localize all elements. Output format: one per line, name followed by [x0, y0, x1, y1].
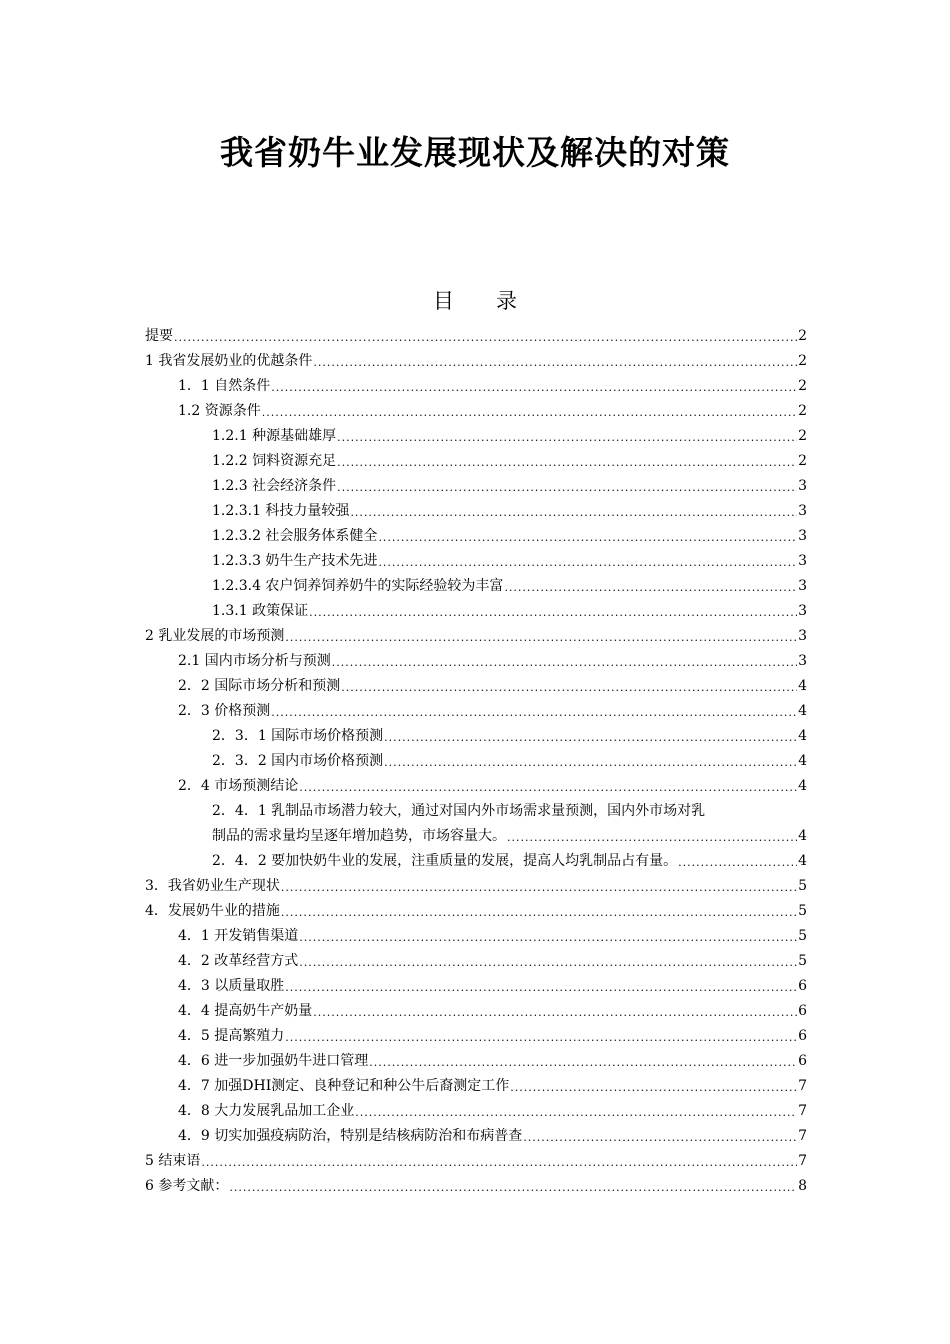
toc-entry-label: 4．5 提高繁殖力: [178, 1028, 285, 1044]
toc-entry-page: 4: [798, 778, 807, 794]
toc-entry[interactable]: [145, 1049, 807, 1074]
toc-entry-label: 4．2 改革经营方式: [178, 953, 299, 969]
toc-leader-dots: [678, 852, 797, 874]
toc-entry-page: 3: [798, 628, 807, 644]
toc-entry[interactable]: [145, 324, 807, 349]
toc-leader-dots: [271, 377, 797, 399]
toc-leader-dots: [355, 1102, 797, 1124]
toc-entry-page: 2: [798, 328, 807, 344]
toc-leader-dots: [309, 602, 797, 624]
toc-entry[interactable]: [145, 924, 807, 949]
toc-entry-label: 提要: [145, 328, 173, 344]
toc-entry-page: 7: [798, 1128, 807, 1144]
toc-entry-label-continued: 制品的需求量均呈逐年增加趋势，市场容量大。: [212, 828, 506, 844]
toc-leader-dots: [299, 927, 797, 949]
toc-leader-dots: [313, 352, 797, 374]
document-title: 我省奶牛业发展现状及解决的对策: [220, 133, 730, 172]
toc-entry-page: 7: [798, 1103, 807, 1119]
toc-leader-dots: [332, 652, 797, 674]
toc-entry-label: 4．7 加强DHI测定、良种登记和种公牛后裔测定工作: [178, 1078, 510, 1094]
toc-entry-label: 4．3 以质量取胜: [178, 978, 285, 994]
toc-leader-dots: [281, 877, 797, 899]
toc-entry-page: 3: [798, 603, 807, 619]
toc-entry-label: 2．2 国际市场分析和预测: [178, 678, 341, 694]
toc-leader-dots: [299, 952, 797, 974]
toc-entry[interactable]: [145, 874, 807, 899]
toc-leader-dots: [510, 1077, 797, 1099]
toc-entry[interactable]: [145, 849, 807, 874]
toc-entry-label: 1.2.1 种源基础雄厚: [212, 428, 337, 444]
toc-leader-dots: [507, 827, 797, 849]
toc-entry[interactable]: [145, 649, 807, 674]
toc-entry-page: 3: [798, 478, 807, 494]
toc-entry-page: 6: [798, 978, 807, 994]
toc-entry-label: 2．3 价格预测: [178, 703, 271, 719]
toc-entry-page: 2: [798, 453, 807, 469]
toc-entry-label: 1.2.3 社会经济条件: [212, 478, 337, 494]
toc-entry[interactable]: [145, 499, 807, 524]
toc-entry[interactable]: [145, 774, 807, 799]
toc-entry-page: 5: [798, 953, 807, 969]
toc-entry[interactable]: [145, 999, 807, 1024]
toc-entry[interactable]: [145, 1074, 807, 1099]
toc-entry-label: 4．6 进一步加强奶牛进口管理: [178, 1053, 369, 1069]
toc-entry[interactable]: [145, 374, 807, 399]
toc-entry-label: 2.1 国内市场分析与预测: [178, 653, 331, 669]
toc-leader-dots: [174, 327, 797, 349]
toc-entry-label: 1.2.3.3 奶牛生产技术先进: [212, 553, 378, 569]
toc-leader-dots: [504, 577, 797, 599]
toc-entry-page: 4: [798, 678, 807, 694]
toc-entry-label: 2．3．2 国内市场价格预测: [212, 753, 384, 769]
toc-entry-label: 1.2.3.4 农户饲养饲养奶牛的实际经验较为丰富: [212, 578, 504, 594]
toc-leader-dots: [299, 777, 797, 799]
toc-leader-dots: [337, 427, 797, 449]
toc-leader-dots: [378, 552, 797, 574]
toc-entry[interactable]: [145, 574, 807, 599]
toc-entry-label: 2．4．1 乳制品市场潜力较大，通过对国内外市场需求量预测，国内外市场对乳: [212, 803, 706, 819]
table-of-contents: [145, 324, 807, 1199]
toc-leader-dots: [281, 902, 797, 924]
toc-entry[interactable]: [145, 749, 807, 774]
toc-entry[interactable]: [145, 799, 807, 849]
toc-entry-page: 8: [798, 1178, 807, 1194]
toc-entry[interactable]: [145, 399, 807, 424]
toc-entry-page: 4: [798, 828, 807, 844]
toc-entry[interactable]: [145, 974, 807, 999]
toc-leader-dots: [384, 727, 797, 749]
toc-entry-page: 7: [798, 1078, 807, 1094]
toc-entry-label: 1.3.1 政策保证: [212, 603, 309, 619]
toc-leader-dots: [285, 977, 797, 999]
toc-entry-label: 2 乳业发展的市场预测: [145, 628, 285, 644]
toc-entry-label: 1 我省发展奶业的优越条件: [145, 353, 313, 369]
toc-entry[interactable]: [145, 1124, 807, 1149]
toc-leader-dots: [285, 1027, 797, 1049]
toc-heading-right: 录: [496, 289, 517, 313]
toc-entry-label: 4．发展奶牛业的措施: [145, 903, 280, 919]
toc-entry-label: 2．3．1 国际市场价格预测: [212, 728, 384, 744]
toc-entry-page: 4: [798, 753, 807, 769]
toc-entry-label: 1．1 自然条件: [178, 378, 271, 394]
toc-entry[interactable]: [145, 449, 807, 474]
toc-entry-label: 4．9 切实加强疫病防治，特别是结核病防治和布病普查: [178, 1128, 523, 1144]
toc-entry-label: 4．4 提高奶牛产奶量: [178, 1003, 313, 1019]
toc-entry[interactable]: [145, 1099, 807, 1124]
toc-entry-page: 7: [798, 1153, 807, 1169]
toc-entry-page: 2: [798, 353, 807, 369]
toc-entry[interactable]: [145, 524, 807, 549]
toc-leader-dots: [262, 402, 797, 424]
toc-leader-dots: [337, 452, 797, 474]
toc-entry-label: 5 结束语: [145, 1153, 201, 1169]
toc-heading-left: 目: [433, 289, 454, 313]
toc-entry[interactable]: [145, 1174, 807, 1199]
toc-entry[interactable]: [145, 899, 807, 924]
toc-leader-dots: [313, 1002, 797, 1024]
toc-entry[interactable]: [145, 624, 807, 649]
toc-entry-page: 3: [798, 578, 807, 594]
toc-entry-label: 1.2.2 饲料资源充足: [212, 453, 337, 469]
toc-entry-page: 4: [798, 728, 807, 744]
toc-entry[interactable]: [145, 424, 807, 449]
toc-leader-dots: [350, 502, 797, 524]
toc-entry[interactable]: [145, 1024, 807, 1049]
toc-heading: [0, 286, 950, 316]
toc-entry-page: 5: [798, 878, 807, 894]
toc-entry-page: 4: [798, 703, 807, 719]
toc-entry-label: 4．8 大力发展乳品加工企业: [178, 1103, 355, 1119]
toc-leader-dots: [384, 752, 797, 774]
toc-entry-label: 3．我省奶业生产现状: [145, 878, 280, 894]
toc-leader-dots: [523, 1127, 797, 1149]
toc-entry-label: 1.2 资源条件: [178, 403, 261, 419]
toc-entry-page: 6: [798, 1003, 807, 1019]
toc-entry-label: 4．1 开发销售渠道: [178, 928, 299, 944]
toc-entry-label: 1.2.3.2 社会服务体系健全: [212, 528, 378, 544]
toc-entry[interactable]: [145, 1149, 807, 1174]
toc-entry[interactable]: [145, 949, 807, 974]
toc-leader-dots: [285, 627, 797, 649]
toc-entry-page: 5: [798, 903, 807, 919]
toc-entry-label: 2．4．2 要加快奶牛业的发展，注重质量的发展，提高人均乳制品占有量。: [212, 853, 678, 869]
toc-leader-dots: [229, 1177, 797, 1199]
toc-entry-page: 3: [798, 553, 807, 569]
toc-entry[interactable]: [145, 724, 807, 749]
toc-entry-page: 2: [798, 378, 807, 394]
toc-entry[interactable]: [145, 699, 807, 724]
toc-leader-dots: [201, 1152, 797, 1174]
toc-entry-page: 3: [798, 653, 807, 669]
toc-entry[interactable]: [145, 474, 807, 499]
toc-entry[interactable]: [145, 674, 807, 699]
toc-entry-label: 2．4 市场预测结论: [178, 778, 299, 794]
toc-entry-page: 3: [798, 528, 807, 544]
toc-entry-label: 1.2.3.1 科技力量较强: [212, 503, 350, 519]
toc-entry-page: 3: [798, 503, 807, 519]
toc-entry-page: 6: [798, 1053, 807, 1069]
toc-leader-dots: [378, 527, 797, 549]
toc-entry[interactable]: [145, 349, 807, 374]
toc-leader-dots: [341, 677, 797, 699]
toc-leader-dots: [337, 477, 797, 499]
toc-leader-dots: [271, 702, 797, 724]
toc-entry[interactable]: [145, 599, 807, 624]
toc-entry-page: 4: [798, 853, 807, 869]
toc-entry-label: 6 参考文献：: [145, 1178, 229, 1194]
toc-entry-page: 2: [798, 403, 807, 419]
toc-entry-page: 2: [798, 428, 807, 444]
toc-leader-dots: [369, 1052, 797, 1074]
toc-entry[interactable]: [145, 549, 807, 574]
toc-entry-page: 6: [798, 1028, 807, 1044]
toc-entry-page: 5: [798, 928, 807, 944]
